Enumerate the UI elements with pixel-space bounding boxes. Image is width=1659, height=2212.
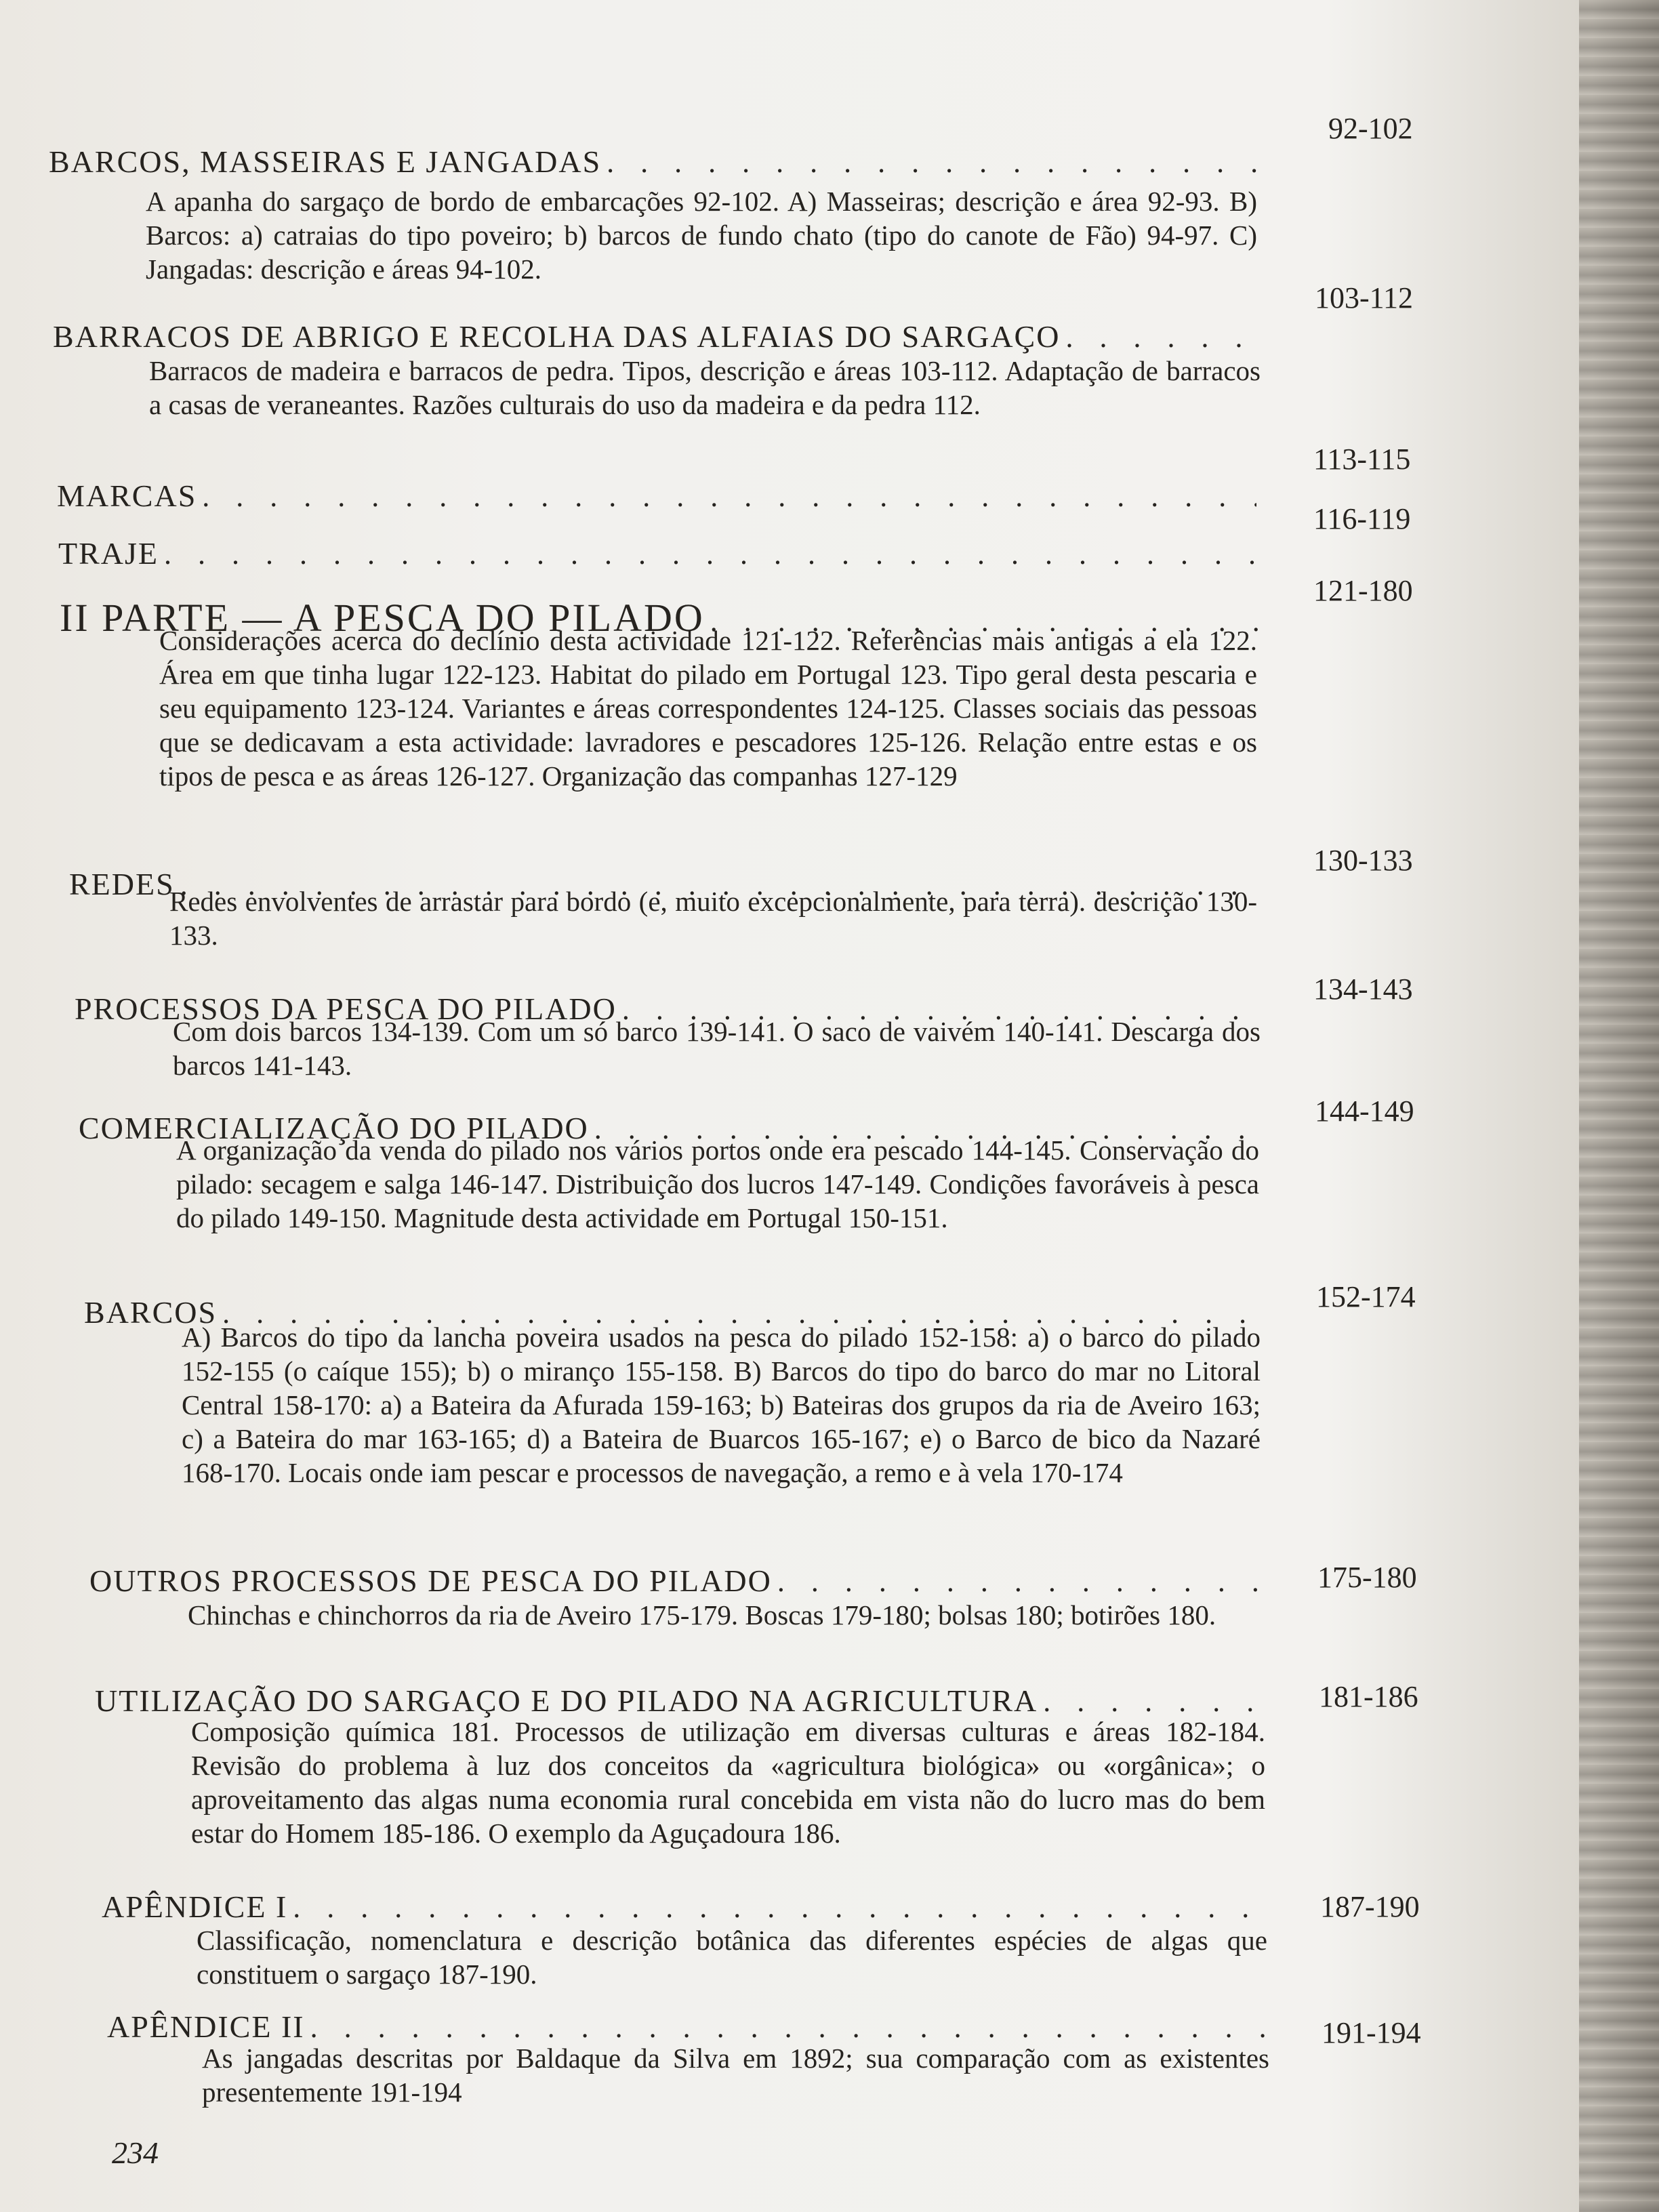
entry-title: MARCAS xyxy=(57,478,197,513)
entry-description: Classificação, nomenclatura e descrição botânica das diferentes espécies de algas que constituem o sargaço 187-190. xyxy=(197,1925,1267,1990)
leader-dots xyxy=(777,1564,1262,1599)
entry-description: Composição química 181. Processos de utilização em diversas culturas e áreas 182-184. Revisão do problema à luz dos conceitos da «agricultura biológica» ou «orgânica»; o aproveitamento das algas numa economia rural concebida em vista não do lucro mas do bem estar do Homem 185-186. O exemplo da Aguçadoura 186. xyxy=(191,1716,1265,1849)
entry-title: APÊNDICE II xyxy=(107,2009,305,2044)
entry-pages: 121-180 xyxy=(1313,574,1413,607)
toc-entry xyxy=(57,478,1256,514)
entry-title: BARRACOS DE ABRIGO E RECOLHA DAS ALFAIAS DO SARGAÇO xyxy=(53,319,1061,354)
toc-entry xyxy=(102,1889,1264,1925)
entry-title: TRAJE xyxy=(58,536,159,571)
entry-pages: 113-115 xyxy=(1313,443,1411,476)
entry-pages: 152-174 xyxy=(1316,1280,1416,1313)
entry-title: OUTROS PROCESSOS DE PESCA DO PILADO xyxy=(89,1563,772,1598)
entry-title: BARCOS xyxy=(84,1295,218,1330)
leader-dots xyxy=(607,145,1262,180)
entry-description: Chinchas e chinchorros da ria de Aveiro 175-179. Boscas 179-180; bolsas 180; botirões 180. xyxy=(188,1599,1216,1631)
entry-description: Com dois barcos 134-139. Com um só barco 139-141. O saco de vaivém 140-141. Descarga dos barcos 141-143. xyxy=(173,1016,1261,1081)
entry-title: PROCESSOS DA PESCA DO PILADO xyxy=(75,991,617,1026)
entry-description: Barracos de madeira e barracos de pedra. Tipos, descrição e áreas 103-112. Adaptação de barracos a casas de veraneantes. Razões culturais do uso da madeira e da pedra 112. xyxy=(149,355,1261,420)
entry-pages: 181-186 xyxy=(1319,1680,1418,1713)
entry-pages: 144-149 xyxy=(1315,1094,1414,1128)
entry-pages: 134-143 xyxy=(1313,972,1413,1006)
toc-entry xyxy=(95,1683,1264,1719)
entry-title: BARCOS, MASSEIRAS E JANGADAS xyxy=(49,144,602,179)
entry-title: COMERCIALIZAÇÃO DO PILADO xyxy=(79,1111,589,1145)
entry-pages: 103-112 xyxy=(1315,281,1414,314)
entry-pages: 116-119 xyxy=(1313,502,1411,535)
entry-title: II PARTE — A PESCA DO PILADO xyxy=(60,596,705,640)
leader-dots xyxy=(164,537,1255,571)
adjacent-page-edge xyxy=(1579,0,1659,2212)
toc-entry xyxy=(107,2009,1266,2045)
leader-dots xyxy=(1043,1684,1264,1719)
toc-entry xyxy=(89,1563,1262,1599)
entry-description: Considerações acerca do declínio desta actividade 121-122. Referências mais antigas a ela 122. Área em que tinha lugar 122-123. Habitat do pilado em Portugal 123. Tipo geral desta pescaria e seu equipamento 123-124. Variantes e áreas correspondentes 124-125. Classes sociais das pessoas que se dedicavam a esta actividade: lavradores e pescadores 125-126. Relação entre estas e os tipos de pesca e as áreas 126-127. Organização das companhas 127-129 xyxy=(159,625,1257,792)
entry-description: A) Barcos do tipo da lancha poveira usados na pesca do pilado 152-158: a) o barco do pilado 152-155 (o caíque 155); b) o miranço 155-158. B) Barcos do tipo do barco do mar no Litoral Central 158-170: a) a Bateira da Afurada 159-163; b) Bateiras dos grupos da ria de Aveiro 163; c) a Bateira do mar 163-165; d) a Bateira de Buarcos 165-167; e) o Barco de bico da Nazaré 168-170. Locais onde iam pescar e processos de navegação, a remo e à vela 170-174 xyxy=(182,1322,1261,1488)
entry-pages: 187-190 xyxy=(1320,1890,1420,1923)
entry-pages: 130-133 xyxy=(1313,844,1413,877)
toc-entry xyxy=(53,319,1259,354)
entry-title: REDES xyxy=(69,867,175,901)
entry-description: A organização da venda do pilado nos vários portos onde era pescado 144-145. Conservação do pilado: secagem e salga 146-147. Distribuição dos lucros 147-149. Condições favoráveis à pesca do pilado 149-150. Magnitude desta actividade em Portugal 150-151. xyxy=(176,1134,1259,1233)
leader-dots xyxy=(310,2010,1266,2045)
entry-description: A apanha do sargaço de bordo de embarcações 92-102. A) Masseiras; descrição e área 92-93. B) Barcos: a) catraias do tipo poveiro; b) barcos de fundo chato (tipo do canote de Fão) 94-97. C) Jangadas: descrição e áreas 94-102. xyxy=(146,186,1257,285)
entry-title: UTILIZAÇÃO DO SARGAÇO E DO PILADO NA AGRICULTURA xyxy=(95,1683,1038,1718)
leader-dots xyxy=(202,479,1256,514)
toc-entry xyxy=(58,535,1255,571)
entry-pages: 92-102 xyxy=(1328,112,1413,145)
page-number: 234 xyxy=(112,2135,159,2170)
entry-pages: 175-180 xyxy=(1317,1561,1417,1594)
entry-pages: 191-194 xyxy=(1322,2016,1421,2049)
entry-description: Redes envolventes de arrastar para bordo (e, muito excepcionalmente, para terra). descrição 130-133. xyxy=(169,886,1257,951)
entry-title: APÊNDICE I xyxy=(102,1889,288,1924)
entry-description: As jangadas descritas por Baldaque da Silva em 1892; sua comparação com as existentes presentemente 191-194 xyxy=(202,2043,1269,2108)
leader-dots xyxy=(293,1890,1264,1925)
toc-entry xyxy=(49,144,1262,180)
leader-dots xyxy=(1065,320,1259,354)
